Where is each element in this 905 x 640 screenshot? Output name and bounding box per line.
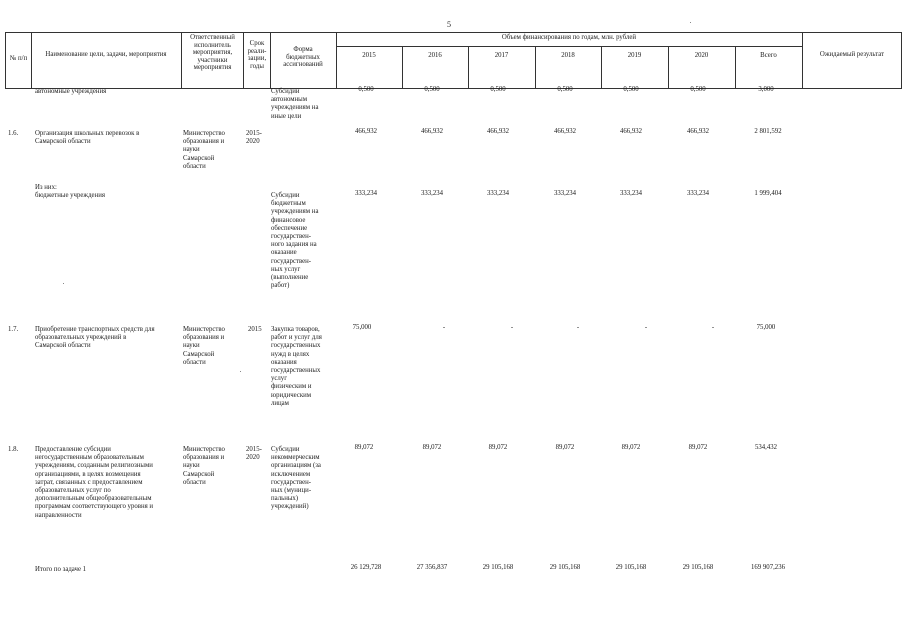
col-divider — [901, 32, 902, 88]
row-value-2017: 333,234 — [486, 190, 510, 197]
row-value-total: 534,432 — [754, 444, 778, 451]
row-value-2016: - — [442, 324, 446, 331]
row-form: Субсидии бюджетным учреждениям на финансовое обеспечение государствен- ного задания на оказание государствен- ных услуг (выполнение работ) — [271, 192, 319, 290]
row-value-2018: 89,072 — [555, 444, 575, 451]
row-value-2019: - — [644, 324, 648, 331]
row-name: Из них: бюджетные учреждения — [35, 184, 105, 200]
page-number: 5 — [447, 20, 451, 29]
row-value-2017: 466,932 — [486, 128, 510, 135]
row-value-2018: 466,932 — [553, 128, 577, 135]
row-value-2019: 333,234 — [619, 190, 643, 197]
header-num: № п/п — [9, 55, 28, 62]
scan-speck — [240, 371, 241, 372]
total-value-2016: 27 356,837 — [416, 564, 448, 571]
header-year-2019: 2019 — [627, 52, 642, 59]
row-value-2016: 333,234 — [420, 190, 444, 197]
row-value-2019: 0,500 — [623, 86, 639, 93]
row-value-2015: 333,234 — [354, 190, 378, 197]
header-year-2018: 2018 — [561, 52, 575, 59]
total-value-2018: 29 105,168 — [549, 564, 581, 571]
scan-speck — [63, 283, 64, 284]
row-value-total: 2 801,592 — [754, 128, 782, 135]
scan-speck — [690, 22, 691, 23]
row-value-2018: 333,234 — [553, 190, 577, 197]
row-name: Организация школьных перевозок в Самарской области — [35, 130, 140, 146]
row-executor: Министерство образования и науки Самарской области — [183, 446, 225, 486]
row-value-2015: 0,500 — [358, 86, 374, 93]
row-value-2020: 333,234 — [686, 190, 710, 197]
row-value-2017: - — [510, 324, 514, 331]
row-name: Приобретение транспортных средств для образовательных учреждений в Самарской области — [35, 326, 155, 350]
row-value-2017: 89,072 — [488, 444, 508, 451]
header-year-2015: 2015 — [362, 52, 376, 59]
header-year-2016: 2016 — [428, 52, 442, 59]
header-year-2020: 2020 — [694, 52, 709, 59]
row-value-2018: - — [576, 324, 580, 331]
row-number: 1.8. — [8, 446, 19, 453]
row-value-2020: - — [711, 324, 715, 331]
row-value-2015: 466,932 — [354, 128, 378, 135]
row-value-total: 3,000 — [758, 86, 774, 93]
row-value-2015: 75,000 — [352, 324, 372, 331]
row-form: Субсидии некоммерческим организациям (за исключением государствен- ных (муници- пальных) учреждений) — [271, 446, 321, 511]
row-executor: Министерство образования и науки Самарской области — [183, 326, 225, 366]
col-divider — [270, 32, 271, 88]
col-divider — [31, 32, 32, 88]
row-term: 2015 — [248, 326, 262, 333]
header-result: Ожидаемый результат — [819, 51, 885, 58]
header-years-divider — [336, 46, 802, 47]
row-form: Субсидии автономным учреждениям на иные цели — [271, 88, 319, 120]
row-value-2017: 0,500 — [490, 86, 506, 93]
row-value-2020: 466,932 — [686, 128, 710, 135]
row-value-2020: 0,500 — [690, 86, 706, 93]
header-term: Срок реали-зации, годы — [247, 40, 267, 70]
row-form: Закупка товаров, работ и услуг для государственных нужд в целях оказания государственных услуг физическим и юридическим лицам — [271, 326, 322, 407]
row-number: 1.6. — [8, 130, 19, 137]
row-value-2019: 466,932 — [619, 128, 643, 135]
row-value-2016: 89,072 — [422, 444, 442, 451]
header-form: Форма бюджетных ассигнований — [283, 46, 323, 69]
header-executor: Ответственный исполнитель мероприятия, участники мероприятия — [190, 34, 235, 72]
total-value-2015: 26 129,728 — [350, 564, 382, 571]
header-top-border — [5, 32, 902, 33]
row-value-2020: 89,072 — [688, 444, 708, 451]
header-funding: Объем финансирования по годам, млн. рублей — [501, 34, 637, 41]
row-value-total: 75,000 — [756, 324, 776, 331]
total-value-overall: 169 907,236 — [751, 564, 785, 571]
row-value-2019: 89,072 — [621, 444, 641, 451]
total-value-2017: 29 105,168 — [482, 564, 514, 571]
row-name: автономные учреждения — [35, 88, 107, 95]
row-term: 2015- 2020 — [246, 446, 262, 462]
col-divider — [802, 32, 803, 88]
row-value-2018: 0,500 — [557, 86, 573, 93]
header-name: Наименование цели, задачи, мероприятия — [45, 51, 167, 58]
row-name: Предоставление субсидии негосударственным образовательным учреждениям, созданным религиозными организациями, в целях возмещения затрат, связанных с предоставлением образовательных услуг по дополнительным общеобразовательным программам соответствующего уровня и направленности — [35, 446, 154, 519]
total-value-2020: 29 105,168 — [682, 564, 714, 571]
header-year-2017: 2017 — [494, 52, 509, 59]
row-value-total: 1 999,404 — [754, 190, 782, 197]
row-value-2016: 466,932 — [420, 128, 444, 135]
row-value-2016: 0,500 — [424, 86, 440, 93]
header-total: Всего — [760, 52, 777, 59]
row-number: 1.7. — [8, 326, 19, 333]
row-value-2015: 89,072 — [354, 444, 374, 451]
total-row-label: Итого по задаче 1 — [35, 566, 87, 573]
row-term: 2015- 2020 — [246, 130, 262, 146]
row-executor: Министерство образования и науки Самарской области — [183, 130, 225, 170]
total-value-2019: 29 105,168 — [615, 564, 647, 571]
